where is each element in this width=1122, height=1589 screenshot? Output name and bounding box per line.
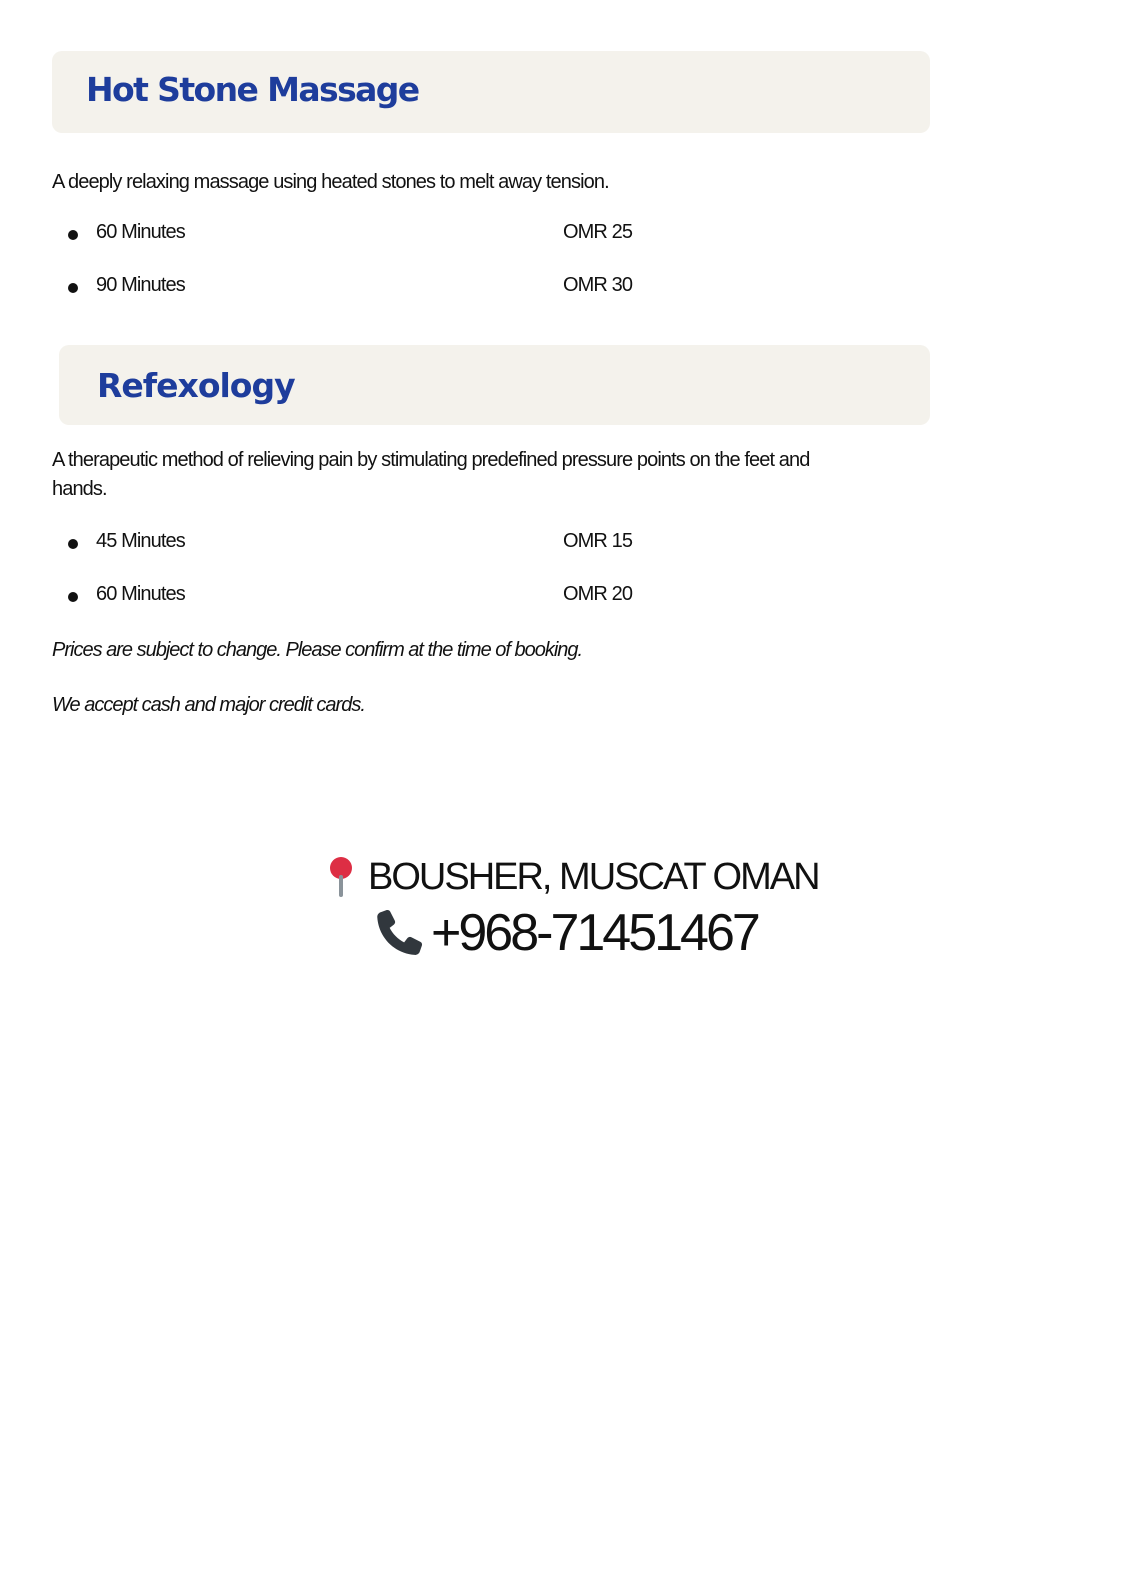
price-label: OMR 20: [563, 583, 633, 605]
duration-label: 45 Minutes: [96, 530, 185, 552]
refexology-title: Refexology: [97, 366, 295, 405]
hot-stone-description: A deeply relaxing massage using heated stones to melt away tension.: [52, 171, 609, 193]
price-label: OMR 15: [563, 530, 633, 552]
telephone-receiver-icon: [371, 905, 427, 961]
price-label: OMR 25: [563, 221, 633, 243]
price-change-note: Prices are subject to change. Please confirm at the time of booking.: [52, 639, 583, 661]
address-text: BOUSHER, MUSCAT OMAN: [368, 855, 819, 898]
address-line: [328, 855, 819, 899]
bullet-icon: [68, 283, 78, 293]
bullet-icon: [68, 592, 78, 602]
refexology-description: A therapeutic method of relieving pain by stimulating predefined pressure points on the feet and hands.: [52, 449, 810, 500]
bullet-icon: [68, 230, 78, 240]
price-label: OMR 30: [563, 274, 633, 296]
payment-note: We accept cash and major credit cards.: [52, 694, 365, 716]
duration-label: 60 Minutes: [96, 221, 185, 243]
hot-stone-title: Hot Stone Massage: [86, 70, 419, 109]
duration-label: 90 Minutes: [96, 274, 185, 296]
phone-number: +968-71451467: [431, 904, 758, 962]
round-pushpin-icon: [328, 857, 354, 897]
bullet-icon: [68, 539, 78, 549]
phone-line: [371, 902, 758, 964]
duration-label: 60 Minutes: [96, 583, 185, 605]
